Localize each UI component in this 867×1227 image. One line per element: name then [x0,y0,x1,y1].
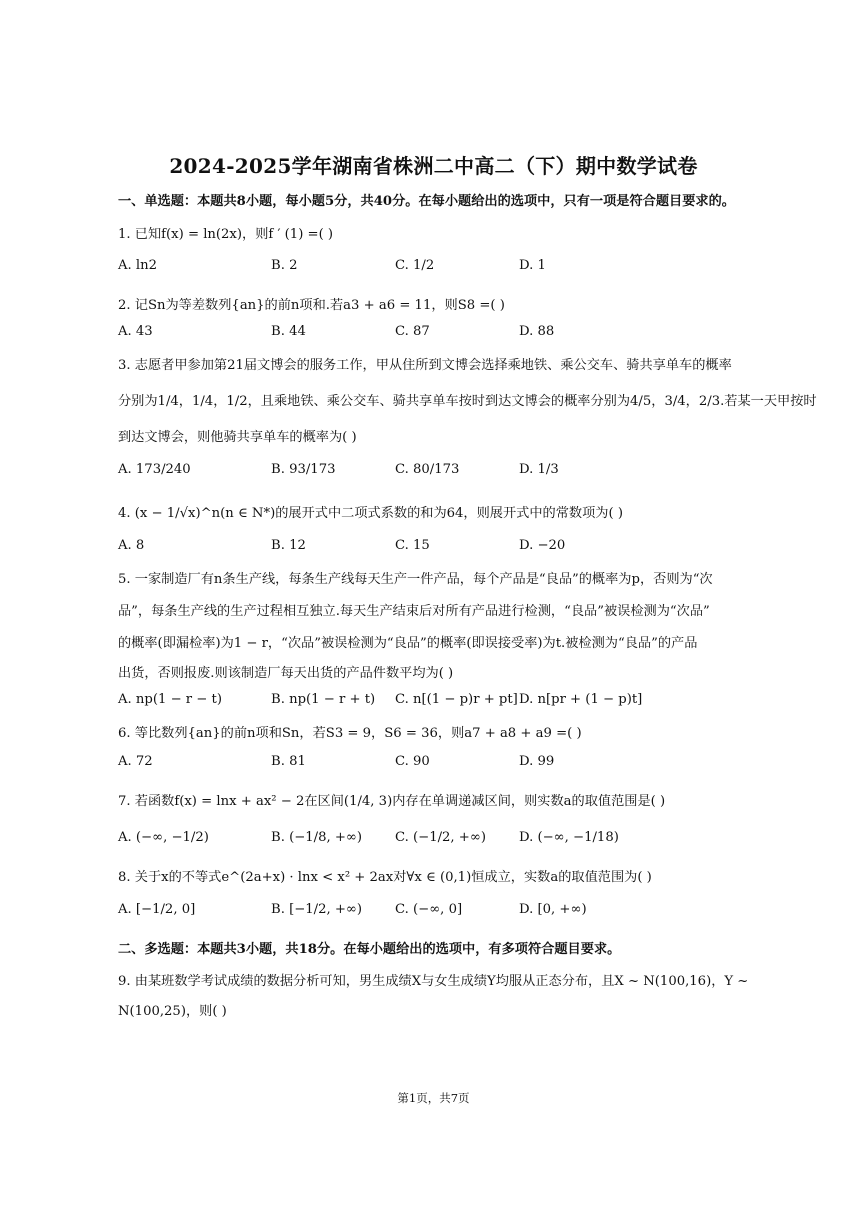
question-4-option-b: B. 12 [271,538,306,553]
question-2-option-c: C. 87 [395,324,430,339]
question-8-option-d: D. [0, +∞) [519,902,587,917]
question-8-option-b: B. [−1/2, +∞) [271,902,363,917]
question-7-option-c: C. (−1/2, +∞) [395,830,486,845]
question-6-option-d: D. 99 [519,754,555,769]
page-title: 2024-2025学年湖南省株洲二中高二（下）期中数学试卷 [169,154,698,178]
question-8-stem: 8. 关于x的不等式e^(2a+x) · lnx < x² + 2ax对∀x ∈ (0,1)恒成立，实数a的取值范围为( ) [118,870,652,885]
question-7-option-a: A. (−∞, −1/2) [118,830,209,845]
question-5-option-a: A. np(1 − r − t) [118,692,222,707]
question-3-option-a: A. 173/240 [118,462,191,477]
question-5-option-d: D. n[pr + (1 − p)t] [519,692,643,707]
question-2-option-d: D. 88 [519,324,555,339]
question-5-line-3: 的概率(即漏检率)为1 − r，“次品”被误检测为“良品”的概率(即误接受率)为t.被检测为“良品”的产品 [118,636,698,651]
question-9-line-2: N(100,25)，则( ) [118,1004,227,1019]
question-8-option-c: C. (−∞, 0] [395,902,463,917]
section-heading-single-choice: 一、单选题：本题共8小题，每小题5分，共40分。在每小题给出的选项中，只有一项是符合题目要求的。 [118,194,735,209]
question-1-option-c: C. 1/2 [395,258,435,273]
question-6-stem: 6. 等比数列{an}的前n项和Sn，若S3 = 9，S6 = 36，则a7 + a8 + a9 =( ) [118,726,582,741]
question-1-option-d: D. 1 [519,258,546,273]
question-5-option-c: C. n[(1 − p)r + pt] [395,692,518,707]
question-5-option-b: B. np(1 − r + t) [271,692,376,707]
question-3-option-c: C. 80/173 [395,462,460,477]
question-5-line-1: 5. 一家制造厂有n条生产线，每条生产线每天生产一件产品，每个产品是“良品”的概率为p，否则为“次 [118,572,713,587]
question-4-option-a: A. 8 [118,538,145,553]
question-4-option-d: D. −20 [519,538,566,553]
question-4-option-c: C. 15 [395,538,430,553]
question-7-option-d: D. (−∞, −1/18) [519,830,619,845]
question-1-option-a: A. ln2 [118,258,158,273]
question-9-line-1: 9. 由某班数学考试成绩的数据分析可知，男生成绩X与女生成绩Y均服从正态分布，且X ~ N(100,16)，Y ~ [118,974,749,989]
question-7-stem: 7. 若函数f(x) = lnx + ax² − 2在区间(1/4, 3)内存在单调递减区间，则实数a的取值范围是( ) [118,794,666,809]
question-3-line-1: 3. 志愿者甲参加第21届文博会的服务工作，甲从住所到文博会选择乘地铁、乘公交车、骑共享单车的概率 [118,358,732,373]
question-8-option-a: A. [−1/2, 0] [118,902,196,917]
page-footer: 第1页，共7页 [397,1091,470,1105]
question-5-line-4: 出货，否则报废.则该制造厂每天出货的产品件数平均为( ) [118,666,454,681]
question-3-line-3: 到达文博会，则他骑共享单车的概率为( ) [118,430,357,445]
question-6-option-a: A. 72 [118,754,153,769]
question-6-option-c: C. 90 [395,754,430,769]
question-1-option-b: B. 2 [271,258,298,273]
question-3-line-2: 分别为1/4，1/4，1/2，且乘地铁、乘公交车、骑共享单车按时到达文博会的概率分别为4/5，3/4，2/3.若某一天甲按时 [118,394,817,409]
question-4-stem: 4. (x − 1/√x)^n(n ∈ N*)的展开式中二项式系数的和为64，则展开式中的常数项为( ) [118,506,623,521]
question-3-option-d: D. 1/3 [519,462,559,477]
section-heading-multiple-choice: 二、多选题：本题共3小题，共18分。在每小题给出的选项中，有多项符合题目要求。 [118,942,621,957]
question-5-line-2: 品”，每条生产线的生产过程相互独立.每天生产结束后对所有产品进行检测，“良品”被误检测为“次品” [118,604,710,619]
question-2-option-b: B. 44 [271,324,306,339]
question-1-stem: 1. 已知f(x) = ln(2x)，则f ′ (1) =( ) [118,227,334,242]
question-6-option-b: B. 81 [271,754,306,769]
question-2-option-a: A. 43 [118,324,153,339]
question-2-stem: 2. 记Sn为等差数列{an}的前n项和.若a3 + a6 = 11，则S8 =( ) [118,298,505,313]
question-3-option-b: B. 93/173 [271,462,336,477]
question-7-option-b: B. (−1/8, +∞) [271,830,363,845]
